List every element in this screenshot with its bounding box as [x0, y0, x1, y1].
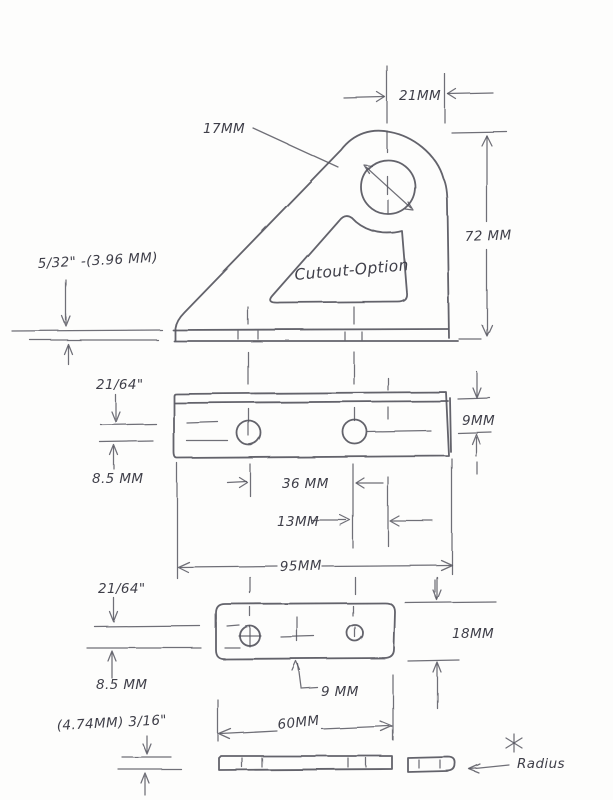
label-hole-dia-in-mid: 21/64"	[96, 377, 144, 393]
label-13mm: 13MM	[277, 514, 320, 530]
front-outline	[173, 131, 458, 341]
short-strip-outline	[408, 757, 455, 772]
label-radius: Radius	[517, 756, 565, 772]
short-strip-ticks	[419, 760, 440, 768]
plan-centerlines	[187, 407, 431, 441]
label-18mm: 18MM	[452, 626, 495, 642]
bottom-plate-view	[87, 577, 496, 795]
label-95mm: 95MM	[279, 557, 323, 575]
dim-18mm	[405, 577, 496, 708]
label-base-thickness: 5/32" -(3.96 MM)	[37, 249, 159, 272]
dim-60mm	[218, 675, 393, 741]
label-top-width: 21MM	[399, 88, 442, 104]
label-corner-17mm: 17MM	[203, 121, 246, 137]
label-hole-dia-mm-mid: 8.5 MM	[92, 471, 144, 487]
front-view	[12, 66, 507, 390]
label-height-72mm: 72 MM	[464, 227, 512, 245]
radius-asterisk-icon	[506, 734, 522, 752]
label-hole-dia-in-low: 21/64"	[98, 581, 146, 597]
dim-9mm-low	[292, 661, 317, 688]
dim-hole-dia-mid	[100, 395, 156, 469]
label-9mm-mid: 9MM	[462, 413, 496, 429]
leader-17mm	[253, 128, 338, 167]
label-cutout-option: Cutout-Option	[293, 256, 410, 284]
strip-sections	[219, 734, 522, 773]
dim-hole-dia-low	[87, 598, 201, 678]
label-36mm: 36 MM	[282, 476, 329, 492]
long-strip-ticks	[242, 758, 366, 767]
dim-strip-thickness	[118, 736, 181, 795]
dim-base-thickness	[12, 280, 162, 364]
label-9mm-low: 9 MM	[321, 684, 359, 700]
label-strip-thickness: (4.74MM) 3/16"	[56, 712, 168, 734]
dim-13mm	[312, 515, 433, 526]
bottom-plate-outline	[216, 603, 395, 659]
label-60mm: 60MM	[276, 712, 321, 733]
plan-outline	[174, 392, 451, 458]
radius-leader	[469, 764, 509, 773]
label-hole-dia-mm-low: 8.5 MM	[96, 677, 148, 693]
